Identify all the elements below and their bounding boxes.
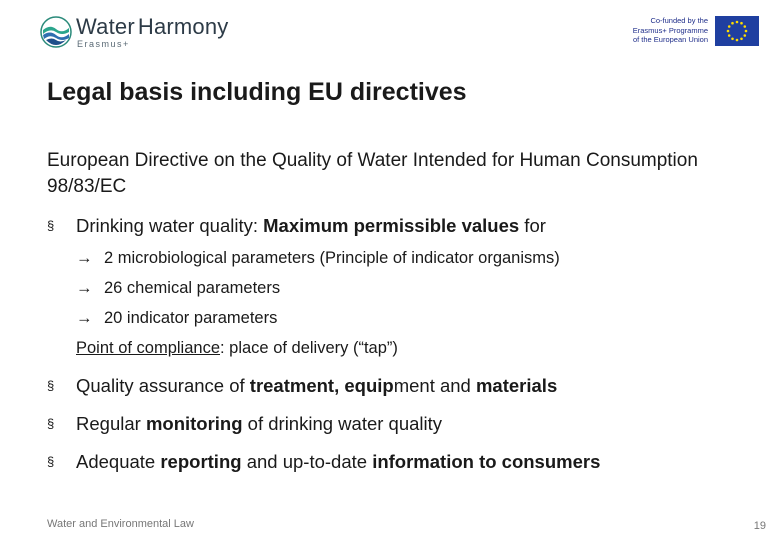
eu-star-icon: [727, 30, 730, 33]
logo-name: [76, 14, 229, 40]
logo-name-part1: Water: [76, 14, 135, 39]
eu-text-line1: Co-funded by the: [650, 16, 708, 25]
eu-cofunded-text: [620, 16, 708, 45]
bullet4-text-2: and up-to-date: [241, 451, 373, 472]
eu-star-icon: [740, 22, 743, 25]
sub-item-microbiological: [76, 249, 560, 268]
bullet3-text-2: of drinking water quality: [242, 413, 443, 434]
bullet-marker: §: [47, 416, 55, 431]
eu-flag-icon: [715, 16, 759, 46]
eu-star-icon: [731, 22, 734, 25]
footer-text: Water and Environmental Law: [47, 518, 194, 530]
water-drop-icon: [40, 16, 72, 48]
arrow-marker: →: [76, 249, 93, 267]
bullet-marker: §: [47, 218, 55, 233]
logo-subtitle: Erasmus+: [77, 39, 130, 49]
eu-star-icon: [740, 37, 743, 40]
bullet-adequate-reporting: [47, 451, 600, 473]
bullet-marker: §: [47, 378, 55, 393]
bullet-drinking-water-quality: [47, 215, 546, 237]
eu-star-icon: [731, 37, 734, 40]
bullet4-bold-1: reporting: [160, 451, 242, 472]
bullet-marker: §: [47, 454, 55, 469]
bullet4-bold-2: information to consumers: [372, 451, 601, 472]
sub-item-text: 20 indicator parameters: [104, 309, 278, 327]
eu-star-icon: [728, 25, 731, 28]
sub-item-indicator: [76, 309, 277, 328]
bullet-regular-monitoring: [47, 413, 442, 435]
point-of-compliance: [76, 339, 398, 358]
sub-item-text: 2 microbiological parameters (Principle of indicator organisms): [104, 249, 560, 267]
eu-star-icon: [743, 34, 746, 37]
bullet1-text-post: for: [519, 215, 546, 236]
bullet2-text-2: ment and: [393, 375, 476, 396]
eu-star-icon: [745, 30, 748, 33]
point-of-compliance-term: Point of compliance: [76, 339, 220, 357]
arrow-marker: →: [76, 309, 93, 327]
eu-star-icon: [728, 34, 731, 37]
bullet4-text-1: Adequate: [76, 451, 161, 472]
bullet2-bold-2: materials: [475, 375, 558, 396]
bullet3-text-1: Regular: [76, 413, 146, 434]
eu-star-icon: [743, 25, 746, 28]
point-of-compliance-text: : place of delivery (“tap”): [220, 339, 398, 357]
bullet2-bold-1: treatment, equip: [249, 375, 394, 396]
bullet1-text-bold: Maximum permissible values: [263, 215, 520, 236]
sub-item-chemical: [76, 279, 280, 298]
page-number: 19: [753, 520, 766, 532]
bullet-quality-assurance: [47, 375, 557, 397]
sub-item-text: 26 chemical parameters: [104, 279, 281, 297]
eu-text-line2: Erasmus+ Programme: [632, 25, 708, 35]
bullet3-bold-1: monitoring: [145, 413, 243, 434]
logo-name-part2: Harmony: [137, 14, 229, 39]
eu-text-line3: of the European Union: [632, 35, 708, 45]
bullet2-text-1: Quality assurance of: [76, 375, 250, 396]
slide-subtitle: European Directive on the Quality of Water Intended for Human Consumption 98/83/EC: [47, 150, 698, 197]
eu-star-icon: [736, 39, 739, 42]
eu-cofunded-logo: [620, 16, 760, 46]
slide-title: Legal basis including EU directives: [47, 78, 467, 106]
eu-star-icon: [736, 21, 739, 24]
bullet1-text-pre: Drinking water quality:: [76, 215, 264, 236]
water-harmony-logo: [40, 14, 240, 50]
arrow-marker: →: [76, 279, 93, 297]
